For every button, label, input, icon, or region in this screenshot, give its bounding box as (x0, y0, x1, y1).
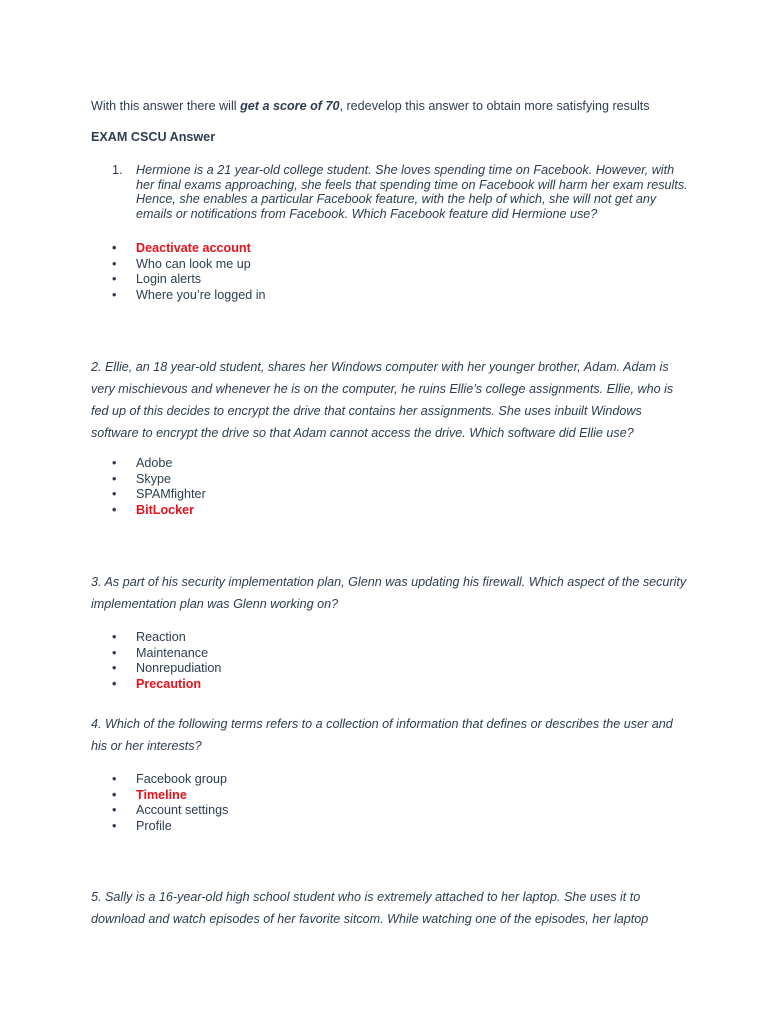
intro-after: , redevelop this answer to obtain more satisfying results (339, 99, 650, 113)
question-2-option: • Adobe (112, 456, 206, 472)
question-2-options (112, 456, 206, 518)
question-4-text: 4. Which of the following terms refers to a collection of information that defines or describes the user and his or her interests? (91, 717, 673, 753)
question-3-option: • Nonrepudiation (112, 661, 221, 677)
question-1-option: • Who can look me up (112, 257, 266, 273)
question-4-option-correct: • Timeline (112, 788, 228, 804)
question-1-number: 1. (112, 163, 123, 177)
question-2-text: 2. Ellie, an 18 year-old student, shares her Windows computer with her younger brother, Adam. Adam is very mischievous and whenever he is on the computer, he ruins Ellie’s college assignments. Ellie, who is fed up of this decides to encrypt the drive that contains her assignments. She uses inbuilt Windows software to encrypt the drive so that Adam cannot access the drive. Which software did Ellie use? (91, 360, 674, 440)
question-1-options (112, 241, 266, 303)
question-1-option: • Where you’re logged in (112, 288, 266, 304)
page-heading: EXAM CSCU Answer (91, 130, 216, 144)
question-5-text: 5. Sally is a 16-year-old high school student who is extremely attached to her laptop. She uses it to download and watch episodes of her favorite sitcom. While watching one of the episodes, her laptop (91, 890, 649, 926)
question-4-option: • Account settings (112, 803, 228, 819)
question-1-text: Hermione is a 21 year-old college student. She loves spending time on Facebook. However, with her final exams approaching, she feels that spending time on Facebook will harm her exam results. Hence, she enables a particular Facebook feature, with the help of which, she will not get any emails or notifications from Facebook. Which Facebook feature did Hermione use? (136, 163, 688, 221)
question-4-option: • Profile (112, 819, 228, 835)
intro-line (91, 98, 731, 114)
intro-emphasis: get a score of 70 (240, 99, 340, 113)
question-2-option-correct: • BitLocker (112, 503, 206, 519)
question-3-option: • Reaction (112, 630, 221, 646)
question-3-option-correct: • Precaution (112, 677, 221, 693)
question-3-text: 3. As part of his security implementation plan, Glenn was updating his firewall. Which aspect of the security implementation plan was Glenn working on? (91, 575, 687, 611)
question-2-option: • Skype (112, 472, 206, 488)
question-3-option: • Maintenance (112, 646, 221, 662)
question-4-options (112, 772, 228, 834)
question-3-options (112, 630, 221, 692)
intro-before: With this answer there will (91, 99, 241, 113)
question-2-option: • SPAMfighter (112, 487, 206, 503)
question-1-option: • Login alerts (112, 272, 266, 288)
question-4-option: • Facebook group (112, 772, 228, 788)
question-1-option-correct: • Deactivate account (112, 241, 266, 257)
